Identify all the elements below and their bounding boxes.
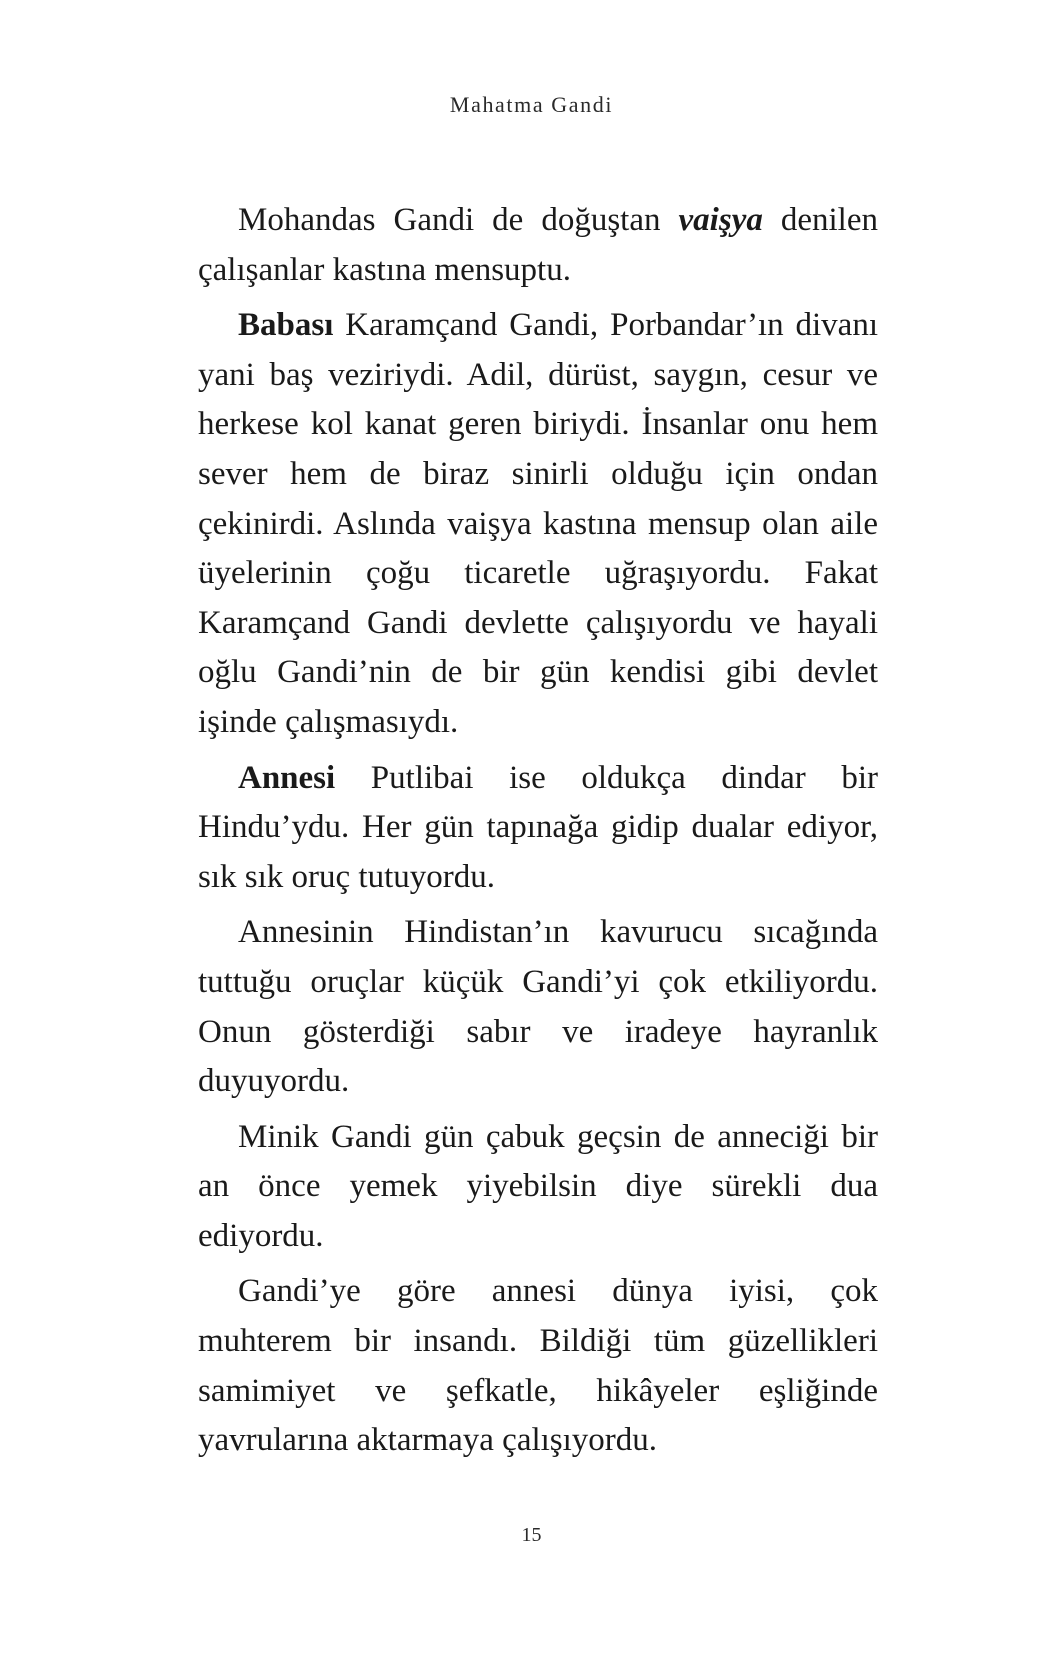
bold-annesi: Annesi — [238, 759, 336, 796]
running-head: Mahatma Gandi — [449, 92, 614, 117]
emphasis-vaisya: vaişya — [678, 202, 763, 238]
paragraph-3-rest: Putlibai ise oldukça dindar bir Hindu’ydu. Her gün tapınağa gidip dualar ediyor, sık sık oruç tutuyordu. — [198, 759, 878, 895]
bold-babasi: Babası — [238, 307, 334, 344]
page-number: 15 — [521, 1524, 542, 1546]
paragraph-1-rest: denilen çalışanlar kastına mensuptu. — [198, 202, 878, 288]
paragraph-2-rest: Karamçand Gandi, Porbandar’ın divanı yani baş veziriydi. Adil, dürüst, saygın, cesur ve herkese kol kanat geren biriydi. İnsanlar onu hem sever hem de biraz sinirli olduğu için ondan çekinirdi. Aslında vaişya kastına mensup olan aile üyelerinin çoğu ticaretle uğraşıyordu. Fakat Karamçand Gandi devlette çalışıyordu ve hayali oğlu Gandi’nin de bir gün kendisi gibi devlet işinde çalışmasıydı. — [198, 307, 878, 740]
paragraph-5: Minik Gandi gün çabuk geçsin de anneciği bir an önce yemek yiyebilsin diye sürekli dua ediyordu. — [198, 1118, 878, 1254]
paragraph-6: Gandi’ye göre annesi dünya iyisi, çok muhterem bir insandı. Bildiği tüm güzellikleri samimiyet ve şefkatle, hikâyeler eşliğinde yavrularına aktarmaya çalışıyordu. — [198, 1273, 878, 1459]
body-text — [198, 196, 878, 1472]
paragraph-2 — [198, 301, 878, 747]
paragraph-1-lead: Mohandas Gandi de doğuştan — [238, 202, 679, 238]
paragraph-3 — [198, 754, 878, 903]
paragraph-4: Annesinin Hindistan’ın kavurucu sıcağında tuttuğu oruçlar küçük Gandi’yi çok etkiliyordu. Onun gösterdiği sabır ve iradeye hayranlık duyuyordu. — [198, 914, 878, 1100]
paragraph-1 — [198, 196, 878, 295]
